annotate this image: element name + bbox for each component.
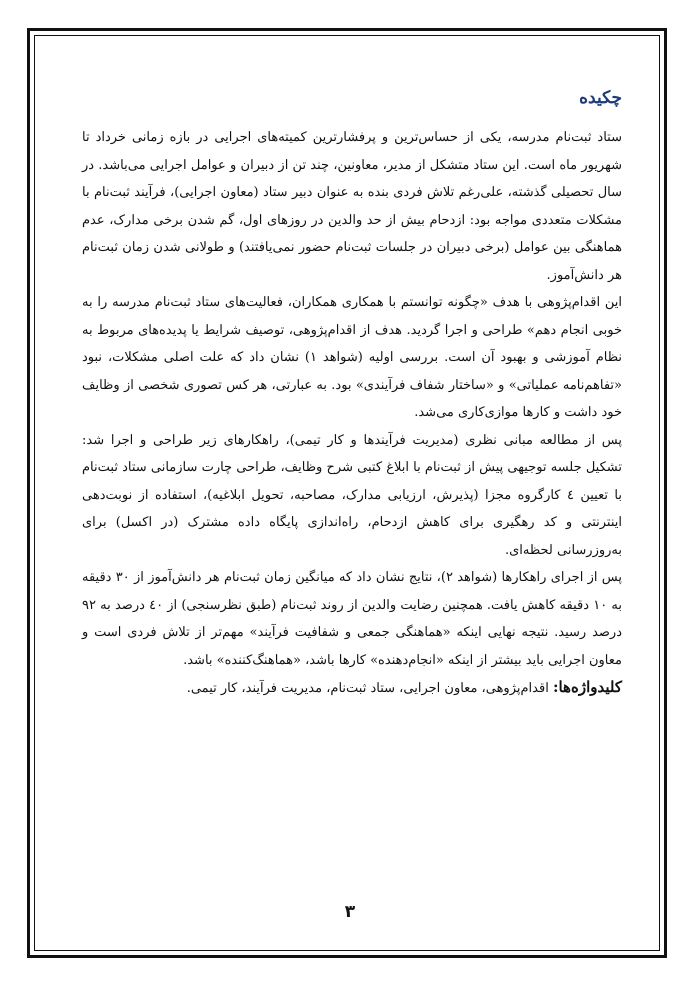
abstract-title: چکیده (579, 88, 622, 108)
abstract-section (82, 88, 622, 703)
keywords-text: اقدام‌پژوهی، معاون اجرایی، ستاد ثبت‌نام، مدیریت فرآیند، کار تیمی. (186, 681, 553, 696)
abstract-paragraph-1: ستاد ثبت‌نام مدرسه، یکی از حساس‌ترین و پرفشارترین کمیته‌های اجرایی در بازه زمانی خرداد تا شهریور ماه است. این ستاد متشکل از مدیر، معاونین، چند تن از دبیران و عوامل اجرایی می‌باشد. در سال تحصیلی گذشته، علی‌رغم تلاش فردی بنده به عنوان دبیر ستاد (معاون اجرایی)، فرآیند ثبت‌نام با مشکلات متعددی مواجه بود: ازدحام بیش از حد والدین در روزهای اول، گم شدن برخی مدارک، عدم هماهنگی بین عوامل (برخی دبیران در جلسات ثبت‌نام حضور نمی‌یافتند) و طولانی شدن زمان ثبت‌نام هر دانش‌آموز. (82, 130, 622, 283)
page-number: ۳ (344, 902, 356, 922)
keywords-label: کلیدواژه‌ها: (552, 678, 622, 696)
abstract-paragraph-2: این اقدام‌پژوهی با هدف «چگونه توانستم با همکاری همکاران، فعالیت‌های ستاد ثبت‌نام مدرسه را به خوبی انجام دهم» طراحی و اجرا گردید. هدف از اقدام‌پژوهی، توصیف شرایط یا پدیده‌های مربوط به نظام آموزشی و بهبود آن است. بررسی اولیه (شواهد ۱) نشان داد که علت اصلی مشکلات، نبود «تفاهم‌نامه عملیاتی» و «ساختار شفاف فرآیندی» بود. به عبارتی، هر کس تصوری شخصی از وظایف خود داشت و کارها موازی‌کاری می‌شد. (82, 295, 622, 420)
abstract-paragraph-4: پس از اجرای راهکارها (شواهد ۲)، نتایج نشان داد که میانگین زمان ثبت‌نام هر دانش‌آموز از ۳۰ دقیقه به ۱۰ دقیقه کاهش یافت. همچنین رضایت والدین از روند ثبت‌نام (طبق نظرسنجی) از ٤۰ درصد به ۹۲ درصد رسید. نتیجه نهایی اینکه «هماهنگی جمعی و شفافیت فرآیند» مهم‌تر از تلاش فردی است و معاون اجرایی باید بیشتر از اینکه «انجام‌دهنده» کارها باشد، «هماهنگ‌کننده» باشد. (82, 570, 622, 668)
keywords-line (82, 674, 622, 703)
abstract-paragraph-3: پس از مطالعه مبانی نظری (مدیریت فرآیندها و کار تیمی)، راهکارهای زیر طراحی و اجرا شد: تشکیل جلسه توجیهی پیش از ثبت‌نام با ابلاغ کتبی شرح وظایف، طراحی چارت سازمانی ستاد ثبت‌نام با تعیین ٤ کارگروه مجزا (پذیرش، ارزیابی مدارک، مصاحبه، تحویل ابلاغیه)، استفاده از نوبت‌دهی اینترنتی و کد رهگیری برای کاهش ازدحام، راه‌اندازی پایگاه داده مشترک (در اکسل) برای به‌روزرسانی لحظه‌ای. (82, 432, 622, 558)
